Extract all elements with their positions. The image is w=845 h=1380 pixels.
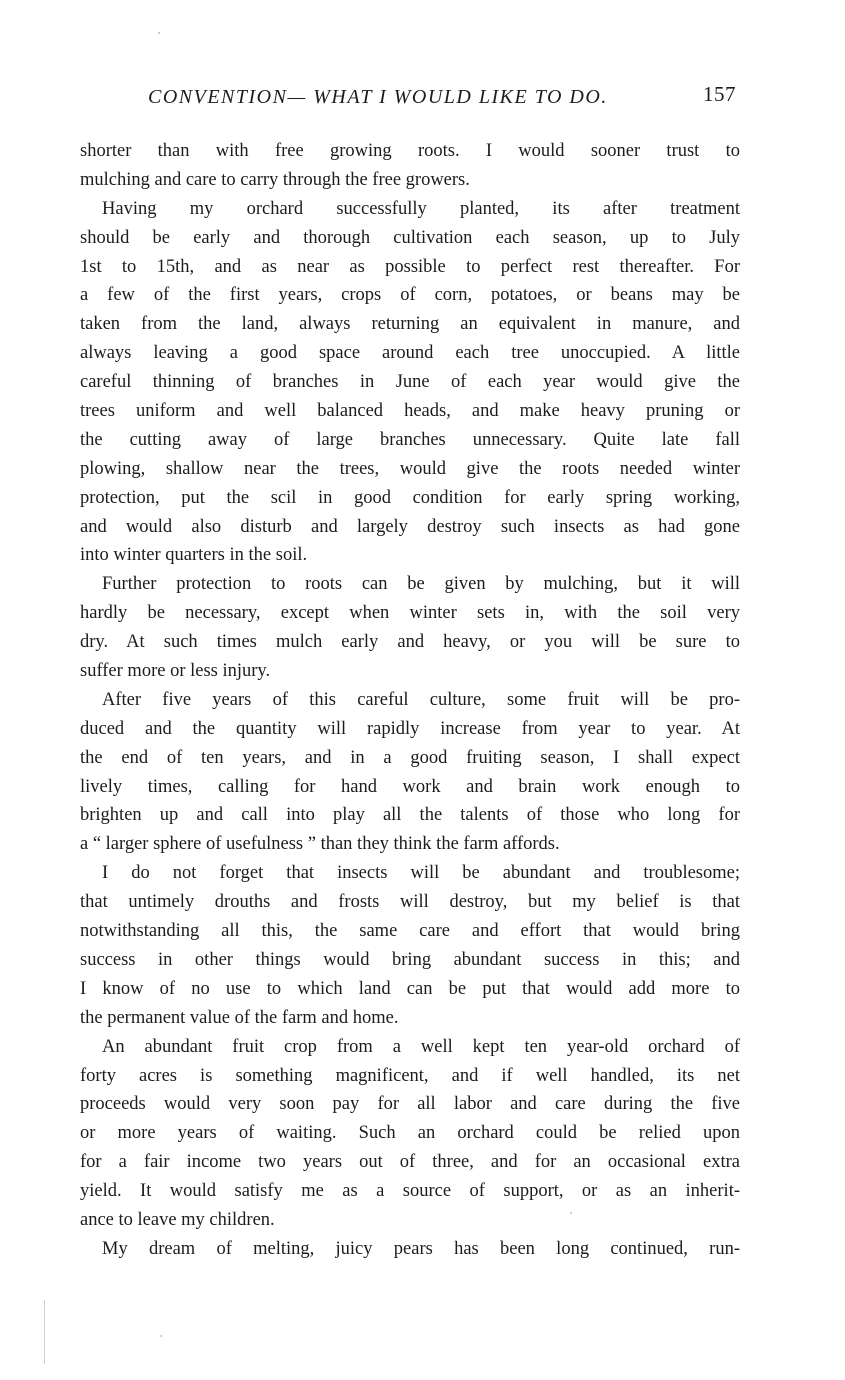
text-line: plowing, shallow near the trees, would give the roots needed winter bbox=[80, 458, 740, 479]
text-line: lively times, calling for hand work and brain work enough to bbox=[80, 776, 740, 797]
text-line: suffer more or less injury. bbox=[80, 661, 271, 682]
text-line: always leaving a good space around each tree unoccupied. A little bbox=[80, 343, 740, 364]
text-line: hardly be necessary, except when winter sets in, with the soil very bbox=[80, 603, 740, 624]
text-line: My dream of melting, juicy pears has been long continued, run- bbox=[102, 1238, 740, 1259]
text-line: brighten up and call into play all the talents of those who long for bbox=[80, 805, 740, 826]
paragraph-fruit-crop bbox=[80, 1033, 740, 1235]
text-line: protection, put the scil in good condition for early spring working, bbox=[80, 487, 740, 508]
text-line: for a fair income two years out of three, and for an occasional extra bbox=[80, 1152, 740, 1173]
text-line: mulching and care to carry through the free growers. bbox=[80, 169, 470, 190]
text-line: the end of ten years, and in a good fruiting season, I shall expect bbox=[80, 747, 740, 768]
text-line: Having my orchard successfully planted, its after treatment bbox=[102, 198, 740, 219]
margin-scan-mark bbox=[44, 1300, 45, 1364]
paragraph-insects bbox=[80, 859, 740, 1032]
text-line: and would also disturb and largely destroy such insects as had gone bbox=[80, 516, 740, 537]
text-line: I know of no use to which land can be put that would add more to bbox=[80, 978, 740, 999]
paragraph-mulching bbox=[80, 570, 740, 686]
text-line: shorter than with free growing roots. I would sooner trust to bbox=[80, 141, 740, 161]
text-line: dry. At such times mulch early and heavy, or you will be sure to bbox=[80, 632, 740, 653]
text-line: a “ larger sphere of usefulness ” than they think the farm affords. bbox=[80, 834, 560, 855]
text-line: ance to leave my children. bbox=[80, 1209, 275, 1230]
text-line: or more years of waiting. Such an orchard could be relied upon bbox=[80, 1123, 740, 1144]
body-text bbox=[80, 137, 740, 1264]
text-line: a few of the first years, crops of corn, potatoes, or beans may be bbox=[80, 285, 740, 306]
paragraph-pears bbox=[80, 1235, 740, 1264]
text-line: forty acres is something magnificent, and if well handled, its net bbox=[80, 1065, 740, 1086]
text-line: I do not forget that insects will be abundant and troublesome; bbox=[102, 863, 740, 884]
text-line: careful thinning of branches in June of each year would give the bbox=[80, 372, 740, 393]
text-line: After five years of this careful culture, some fruit will be pro- bbox=[102, 689, 740, 710]
text-line: notwithstanding all this, the same care and effort that would bring bbox=[80, 921, 740, 942]
paper-speck bbox=[160, 1335, 162, 1337]
paper-speck bbox=[158, 32, 160, 34]
paragraph-five-years bbox=[80, 686, 740, 859]
paragraph-continued bbox=[80, 137, 740, 195]
paragraph-orchard-treatment bbox=[80, 195, 740, 571]
text-line: the permanent value of the farm and home. bbox=[80, 1007, 399, 1028]
text-line: 1st to 15th, and as near as possible to perfect rest thereafter. For bbox=[80, 256, 740, 277]
page-number: 157 bbox=[703, 82, 736, 106]
paper-speck bbox=[570, 1212, 572, 1214]
text-line: yield. It would satisfy me as a source of support, or as an inherit- bbox=[80, 1181, 740, 1202]
running-head bbox=[80, 80, 740, 120]
text-line: An abundant fruit crop from a well kept ten year-old orchard of bbox=[102, 1036, 740, 1057]
text-line: success in other things would bring abundant success in this; and bbox=[80, 949, 740, 970]
text-line: the cutting away of large branches unnecessary. Quite late fall bbox=[80, 429, 740, 450]
text-line: Further protection to roots can be given by mulching, but it will bbox=[102, 574, 740, 595]
text-line: duced and the quantity will rapidly increase from year to year. At bbox=[80, 718, 740, 739]
text-line: trees uniform and well balanced heads, and make heavy pruning or bbox=[80, 401, 740, 422]
text-line: into winter quarters in the soil. bbox=[80, 545, 308, 566]
text-line: proceeds would very soon pay for all labor and care during the five bbox=[80, 1094, 740, 1115]
text-line: should be early and thorough cultivation each season, up to July bbox=[80, 227, 740, 248]
text-line: taken from the land, always returning an equivalent in manure, and bbox=[80, 314, 740, 335]
running-title: CONVENTION— WHAT I WOULD LIKE TO DO. bbox=[148, 86, 608, 108]
text-line: that untimely drouths and frosts will destroy, but my belief is that bbox=[80, 892, 740, 913]
